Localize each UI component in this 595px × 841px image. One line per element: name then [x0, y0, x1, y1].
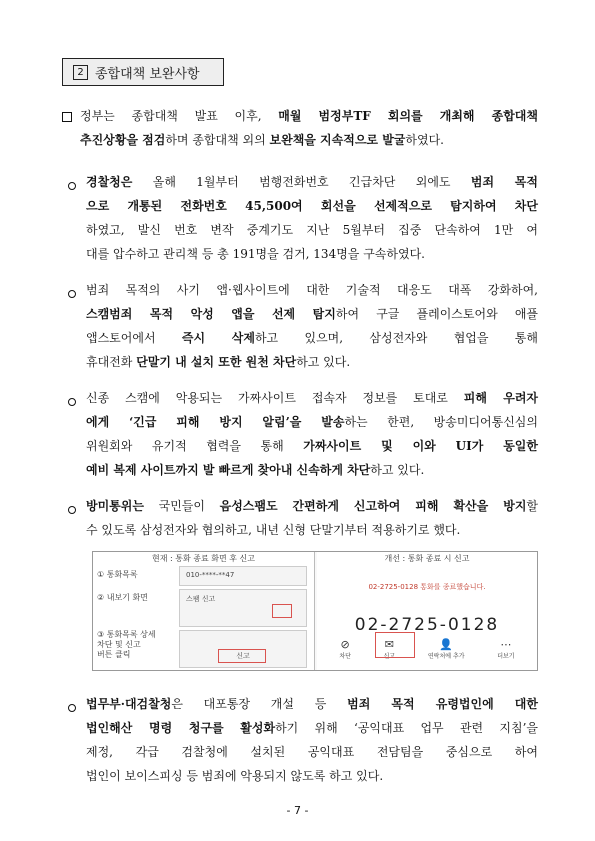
step-label: ③ 통화목록 상세 차단 및 신고 버튼 클릭: [97, 630, 156, 659]
detail-strip: [179, 589, 307, 627]
emphasis-text: 으로 개통된 전화번호 45,500여 회선을 선제적으로 탐지하여 차단: [86, 199, 538, 213]
emphasis-text: 추진상황을 점검: [80, 133, 166, 147]
text-line: [86, 692, 538, 716]
text-line: [86, 194, 538, 218]
emphasis-text: 경찰청은: [86, 175, 133, 189]
contact-add-icon: 👤: [439, 638, 454, 651]
highlight-box: [218, 649, 266, 663]
body-text: 하였다.: [405, 133, 444, 147]
text-line: [80, 128, 538, 152]
text-line: [86, 410, 538, 434]
body-text: 하고 있으며, 삼성전자와 협업을 통해: [254, 331, 538, 345]
text-line: [86, 716, 538, 740]
action-label: 차단: [339, 653, 351, 660]
body-text: 범죄 목적의 사기 앱·웹사이트에 대한 기술적 대응도 대폭 강화하여,: [86, 283, 538, 297]
circle-bullet-icon: [68, 390, 76, 414]
emphasis-text: 매월 범정부TF 회의를 개최해 종합대책: [278, 109, 538, 123]
improved-flow-title: 개선 : 통화 종료 시 신고: [384, 554, 470, 563]
emphasis-text: 법무부·대검찰청: [86, 697, 172, 711]
emphasis-text: 보완책을 지속적으로 발굴: [269, 133, 406, 147]
body-text: 국민들이: [143, 499, 220, 513]
emphasis-text: 피해 우려자: [463, 391, 539, 405]
improved-flow-panel: [317, 552, 537, 670]
item-voice-spam: [86, 494, 538, 542]
emphasis-text: 음성스팸도 간편하게 신고하여 피해 확산을 방지: [219, 499, 527, 513]
call-log-strip: [179, 566, 307, 586]
body-text: 법인이 보이스피싱 등 범죄에 악용되지 않도록 하고 있다.: [86, 769, 384, 783]
emphasis-text: 단말기 내 설치 또한 원천 차단: [136, 355, 297, 369]
emphasis-text: 범죄 목적 유령법인에 대한: [347, 697, 538, 711]
intro-paragraph: [80, 104, 538, 152]
emphasis-text: 즉시 삭제: [181, 331, 255, 345]
text-line: [86, 764, 538, 788]
body-text: 위원회와 유기적 협력을 통해: [86, 439, 304, 453]
square-bullet-icon: [62, 106, 72, 130]
text-line: [86, 386, 538, 410]
text-line: [86, 350, 538, 374]
body-text: 앱스토어에서: [86, 331, 182, 345]
emphasis-text: 방미통위는: [86, 499, 144, 513]
step-label: ① 통화목록: [97, 570, 138, 579]
block-icon: ⊘: [340, 638, 350, 651]
report-button-text: 신고: [236, 652, 250, 660]
section-title: 종합대책 보완사항: [95, 66, 200, 82]
text-line: [80, 104, 538, 128]
body-text: 대를 압수하고 관리책 등 총 191명을 검거, 134명을 구속하였다.: [86, 247, 425, 261]
text-line: [86, 302, 538, 326]
item-malicious-apps: [86, 278, 538, 374]
item-police: [86, 170, 538, 266]
emphasis-text: 에게 ‘긴급 피해 방지 알림’을 발송: [86, 415, 345, 429]
text-line: [86, 434, 538, 458]
body-text: 정부는 종합대책 발표 이후,: [80, 109, 279, 123]
report-strip: [179, 630, 307, 668]
body-text: 제정, 각급 검찰청에 설치된 공익대표 전담팀을 중심으로 하여: [86, 745, 538, 759]
text-line: [86, 242, 538, 266]
emphasis-text: 스캠범죄 목적 악성 앱을 선제 탐지: [86, 307, 336, 321]
current-flow-title: 현재 : 통화 종료 화면 후 신고: [152, 554, 255, 563]
text-line: [86, 494, 538, 518]
phone-number-text: 010-****-**47: [186, 571, 235, 579]
text-line: [86, 518, 538, 542]
emphasis-text: 가짜사이트 및 이와 UI가 동일한: [303, 439, 538, 453]
action-label: 더보기: [497, 653, 515, 660]
text-line: [86, 740, 538, 764]
body-text: 올해 1월부터 범행전화번호 긴급차단 외에도: [132, 175, 471, 189]
section-number: 2: [73, 65, 88, 80]
text-line: [86, 326, 538, 350]
call-ended-notice: 02-2725-0128 통화를 종료했습니다.: [368, 583, 486, 591]
body-text: 하고 있다.: [296, 355, 351, 369]
action-label: 신고: [383, 653, 396, 660]
highlight-box: [272, 604, 292, 618]
body-text: 할: [526, 499, 539, 513]
spam-report-figure: [92, 551, 538, 671]
caller-number: 02-2725-0128: [354, 615, 500, 635]
body-text: 하는 한편, 방송미디어통신심의: [344, 415, 538, 429]
call-action-row: [323, 638, 531, 660]
text-line: [86, 218, 538, 242]
body-text: 수 있도록 삼성전자와 협의하고, 내년 신형 단말기부터 적용하기로 했다.: [86, 523, 461, 537]
emphasis-text: 법인해산 명령 청구를 활성화: [86, 721, 276, 735]
item-ghost-corporations: [86, 692, 538, 788]
text-line: [86, 458, 538, 482]
body-text: 은 대포통장 개설 등: [171, 697, 348, 711]
highlight-box: [375, 632, 415, 658]
section-heading: [62, 58, 224, 86]
body-text: 신종 스캠에 악용되는 가짜사이트 접속자 정보를 토대로: [86, 391, 464, 405]
circle-bullet-icon: [68, 174, 76, 198]
emphasis-text: 범죄 목적: [470, 175, 538, 189]
item-fake-sites: [86, 386, 538, 482]
body-text: 하기 위해 ‘공익대표 업무 관련 지침’을: [275, 721, 538, 735]
body-text: 하였고, 발신 번호 변작 중계기도 지난 5월부터 집중 단속하여 1만 여: [86, 223, 538, 237]
more-icon: ⋯: [500, 638, 512, 651]
more-action: [497, 638, 514, 660]
current-flow-panel: [93, 552, 315, 670]
text-line: [86, 278, 538, 302]
circle-bullet-icon: [68, 498, 76, 522]
circle-bullet-icon: [68, 696, 76, 720]
circle-bullet-icon: [68, 282, 76, 306]
add-contact-action: [428, 638, 465, 660]
page-number: - 7 -: [286, 804, 309, 817]
report-icon: ✉: [384, 638, 394, 651]
text-line: [86, 170, 538, 194]
step-label: ② 내보기 화면: [97, 593, 148, 602]
block-action: [339, 638, 351, 660]
report-spam-text: 스팸 신고: [186, 595, 216, 603]
emphasis-text: 예비 복제 사이트까지 발 빠르게 찾아내 신속하게 차단: [86, 463, 371, 477]
action-label: 연락처에 추가: [427, 653, 465, 660]
body-text: 하고 있다.: [370, 463, 425, 477]
body-text: 휴대전화: [86, 355, 137, 369]
body-text: 하며 종합대책 외의: [165, 133, 270, 147]
body-text: 하여 구글 플레이스토어와 애플: [335, 307, 539, 321]
